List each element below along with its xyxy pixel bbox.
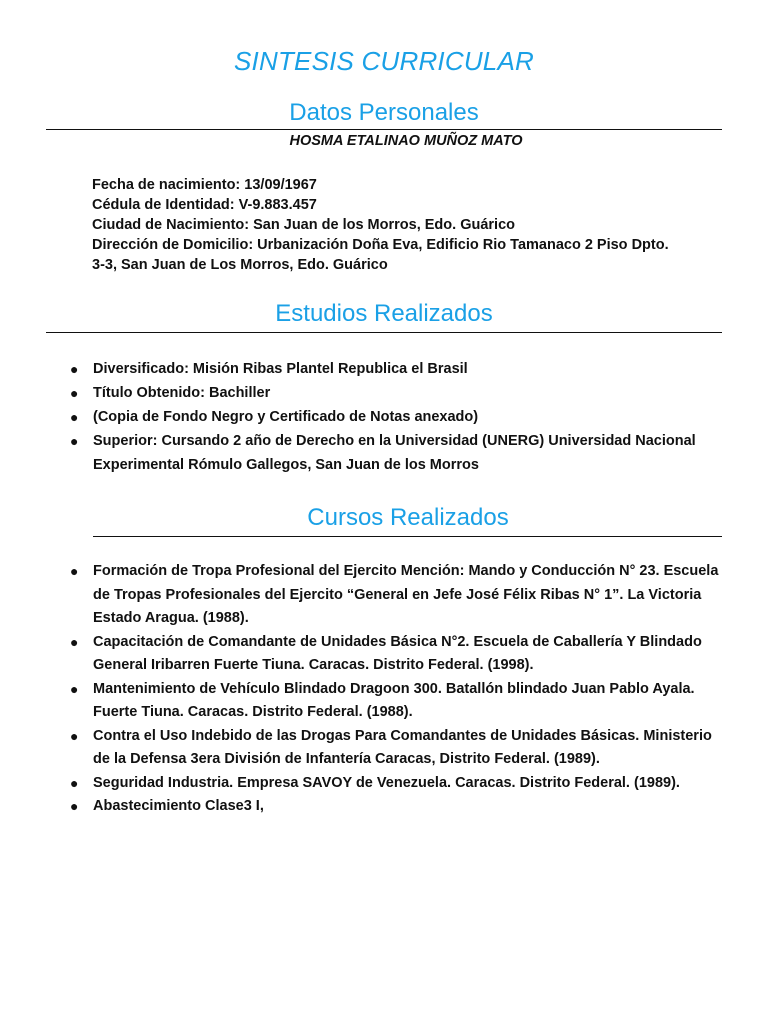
section-heading-courses: Cursos Realizados bbox=[307, 504, 509, 531]
list-item: ● (Copia de Fondo Negro y Certificado de Notas anexado) bbox=[0, 405, 723, 429]
bullet-icon: ● bbox=[70, 727, 79, 744]
bullet-icon: ● bbox=[70, 563, 79, 579]
personal-details bbox=[92, 175, 732, 275]
document-title: SINTESIS CURRICULAR bbox=[234, 46, 534, 76]
bullet-icon: ● bbox=[70, 385, 79, 401]
bullet-icon: ● bbox=[70, 361, 79, 377]
list-item: ● Seguridad Industria. Empresa SAVOY de Venezuela. Caracas. Distrito Federal. (1989). bbox=[0, 772, 723, 796]
bullet-icon: ● bbox=[70, 680, 79, 697]
list-item: ● Diversificado: Misión Ribas Plantel Republica el Brasil bbox=[0, 357, 723, 381]
studies-list bbox=[0, 357, 723, 477]
list-item: ● Abastecimiento Clase3 I, bbox=[0, 795, 723, 819]
list-item: ● Capacitación de Comandante de Unidades Básica N°2. Escuela de Caballería Y Blindado General Iribarren Fuerte Tiuna. Caracas. Distrito Federal. (1998). bbox=[0, 631, 723, 678]
person-name: HOSMA ETALINAO MUÑOZ MATO bbox=[289, 133, 523, 149]
birth-city-line: Ciudad de Nacimiento: San Juan de los Morros, Edo. Guárico bbox=[92, 217, 515, 233]
list-item: ● Título Obtenido: Bachiller bbox=[0, 381, 723, 405]
list-item: ● Contra el Uso Indebido de las Drogas Para Comandantes de Unidades Básicas. Ministerio de la Defensa 3era División de Infantería Caracas, Distrito Federal. (1989). bbox=[0, 725, 723, 772]
bullet-icon: ● bbox=[70, 433, 79, 449]
bullet-icon: ● bbox=[70, 774, 79, 791]
id-card-line: Cédula de Identidad: V-9.883.457 bbox=[92, 197, 317, 213]
address-line: Dirección de Domicilio: Urbanización Doña Eva, Edificio Rio Tamanaco 2 Piso Dpto. bbox=[92, 237, 669, 253]
section-divider-courses bbox=[93, 536, 722, 537]
bullet-icon: ● bbox=[70, 798, 79, 814]
list-item: ● Mantenimiento de Vehículo Blindado Dragoon 300. Batallón blindado Juan Pablo Ayala. Fuerte Tiuna. Caracas. Distrito Federal. (1988). bbox=[0, 678, 723, 725]
courses-list bbox=[0, 560, 723, 819]
section-divider-personal bbox=[46, 129, 722, 130]
list-item: ● Superior: Cursando 2 año de Derecho en la Universidad (UNERG) Universidad Nacional Experimental Rómulo Gallegos, San Juan de los Morros bbox=[0, 429, 723, 477]
section-heading-studies: Estudios Realizados bbox=[275, 300, 493, 327]
section-divider-studies bbox=[46, 332, 722, 333]
birth-date-line: Fecha de nacimiento: 13/09/1967 bbox=[92, 177, 317, 193]
section-heading-personal: Datos Personales bbox=[289, 99, 479, 126]
bullet-icon: ● bbox=[70, 633, 79, 650]
list-item: ● Formación de Tropa Profesional del Ejercito Mención: Mando y Conducción N° 23. Escuela de Tropas Profesionales del Ejercito “General en Jefe José Félix Ribas N° 1”. La Victoria Estado Aragua. (1988). bbox=[0, 560, 723, 631]
address-line-continued: 3-3, San Juan de Los Morros, Edo. Guárico bbox=[92, 257, 388, 273]
bullet-icon: ● bbox=[70, 409, 79, 425]
